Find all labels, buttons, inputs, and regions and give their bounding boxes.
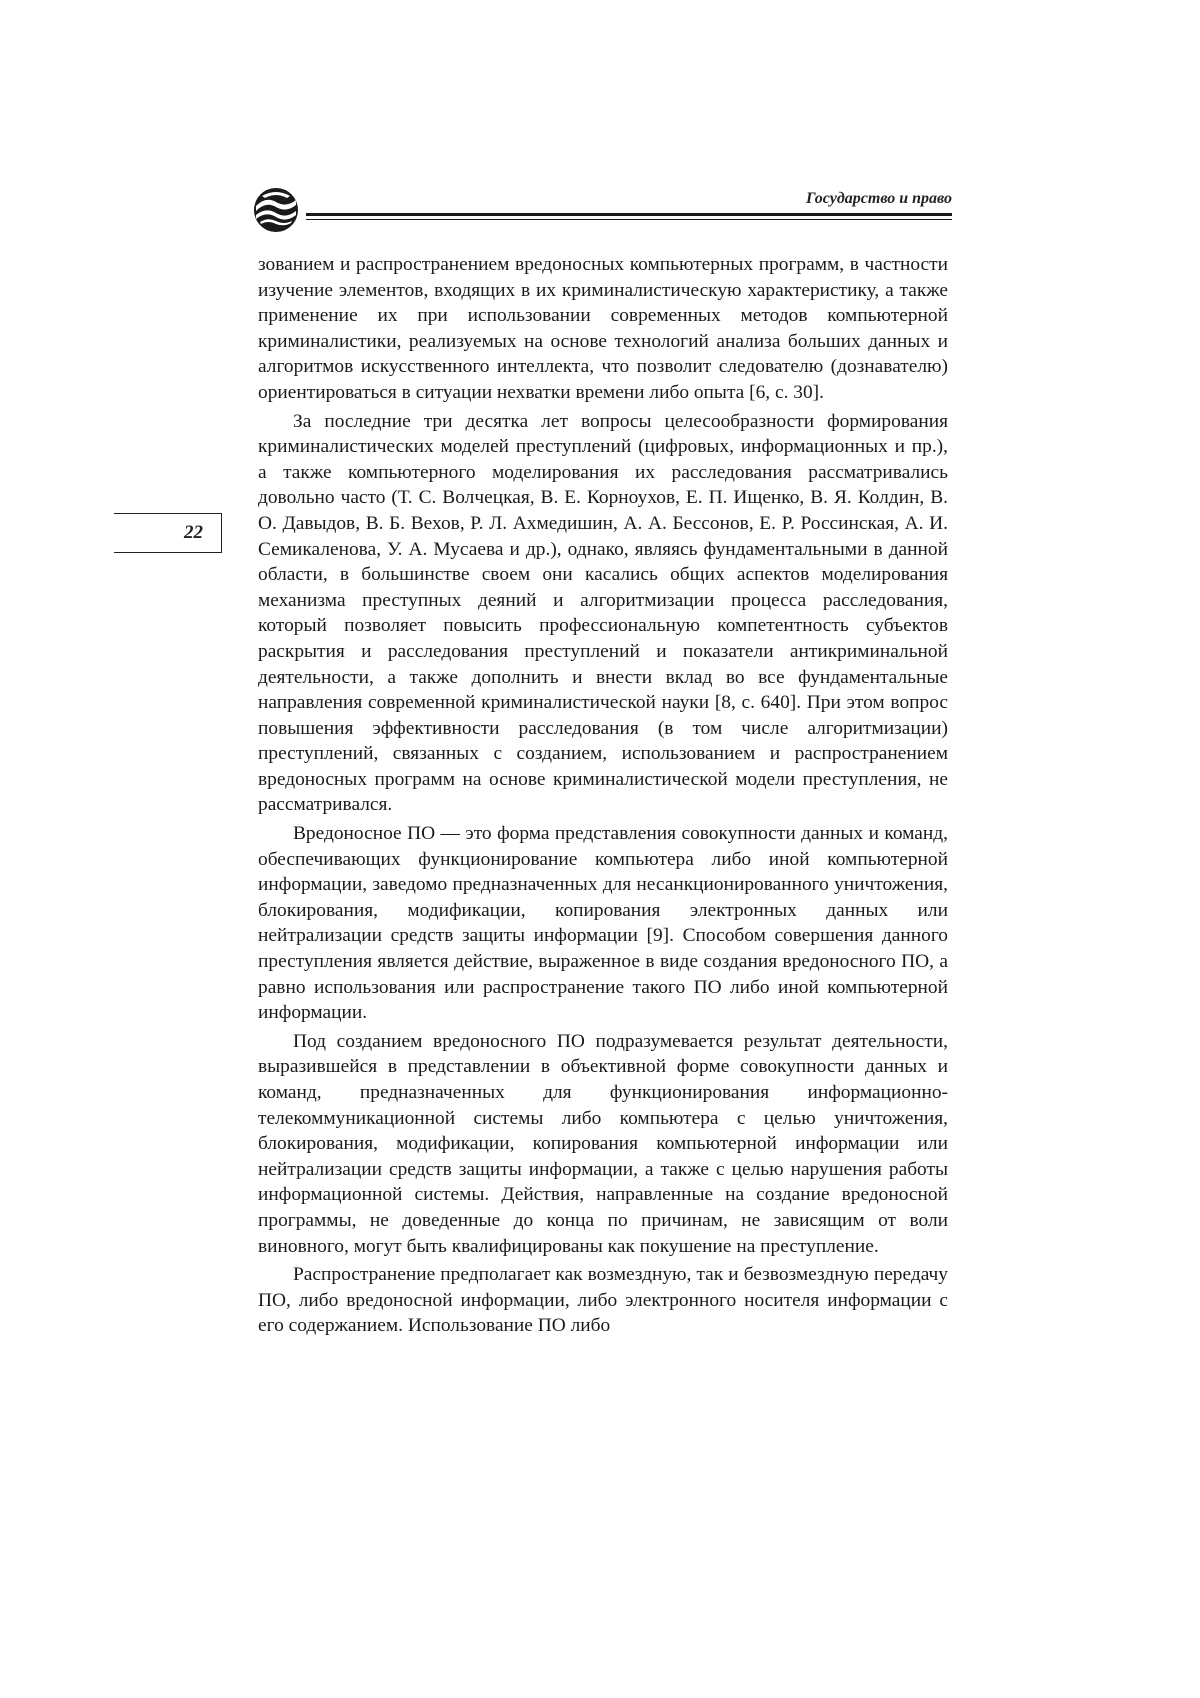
- paragraph: За последние три десятка лет вопросы целесообразности формирования криминалистических моделей преступлений (цифровых, информационных и пр.), а также компьютерного моделирования их расследования рассматривались довольно часто (Т. С. Волчецкая, В. Е. Корноухов, Е. П. Ищенко, В. Я. Колдин, В. О. Давыдов, В. Б. Вехов, Р. Л. Ахмедишин, А. А. Бессонов, Е. Р. Россинская, А. И. Семикаленова, У. А. Мусаева и др.), однако, являясь фундаментальными в данной области, в большинстве своем они касались общих аспектов моделирования механизма преступных деяний и алгоритмизации процесса расследования, который позволяет повысить профессиональную компетентность субъектов раскрытия и расследования преступлений и показатели антикриминальной деятельности, а также дополнить и внести вклад во все фундаментальные направления современной криминалистической науки [8, с. 640]. При этом вопрос повышения эффективности расследования (в том числе алгоритмизации) преступлений, связанных с созданием, использованием и распространением вредоносных программ на основе криминалистической модели преступления, не рассматривался.: [258, 410, 948, 816]
- page-number-box: [114, 513, 222, 553]
- article-body: [258, 252, 948, 1339]
- paragraph: Вредоносное ПО — это форма представления совокупности данных и команд, обеспечивающих функционирование компьютера либо иной компьютерной информации, заведомо предназначенных для несанкционированного уничтожения, блокирования, модификации, копирования электронных данных или нейтрализации средств защиты информации [9]. Способом совершения данного преступления является действие, выраженное в виде создания вредоносного ПО, а равно использования или распространение такого ПО либо иной компьютерной информации.: [258, 823, 948, 1024]
- page-number: 22: [184, 522, 203, 543]
- paragraph: Распространение предполагает как возмездную, так и безвозмездную передачу ПО, либо вредоносной информации, либо электронного носителя информации с его содержанием. Использование ПО либо: [258, 1264, 948, 1337]
- header-rule: [306, 213, 952, 216]
- header-rule-thin: [306, 219, 952, 220]
- page-header: [252, 186, 952, 234]
- journal-logo-icon: [252, 186, 300, 234]
- paragraph: зованием и распространением вредоносных компьютерных программ, в частности изучение элементов, входящих в их криминалистическую характеристику, а также применение их при использовании современных методов компьютерной криминалистики, реализуемых на основе технологий анализа больших данных и алгоритмов искусственного интеллекта, что позволит следователю (дознавателю) ориентироваться в ситуации нехватки времени либо опыта [6, с. 30].: [258, 254, 948, 403]
- journal-title: Государство и право: [805, 190, 952, 207]
- paragraph: Под созданием вредоносного ПО подразумевается результат деятельности, выразившейся в представлении в объективной форме совокупности данных и команд, предназначенных для функционирования информационно-телекоммуникационной системы либо компьютера с целью уничтожения, блокирования, модификации, копирования компьютерной информации или нейтрализации средств защиты информации, а также с целью нарушения работы информационной системы. Действия, направленные на создание вредоносной программы, не доведенные до конца по причинам, не зависящим от воли виновного, могут быть квалифицированы как покушение на преступление.: [258, 1030, 948, 1257]
